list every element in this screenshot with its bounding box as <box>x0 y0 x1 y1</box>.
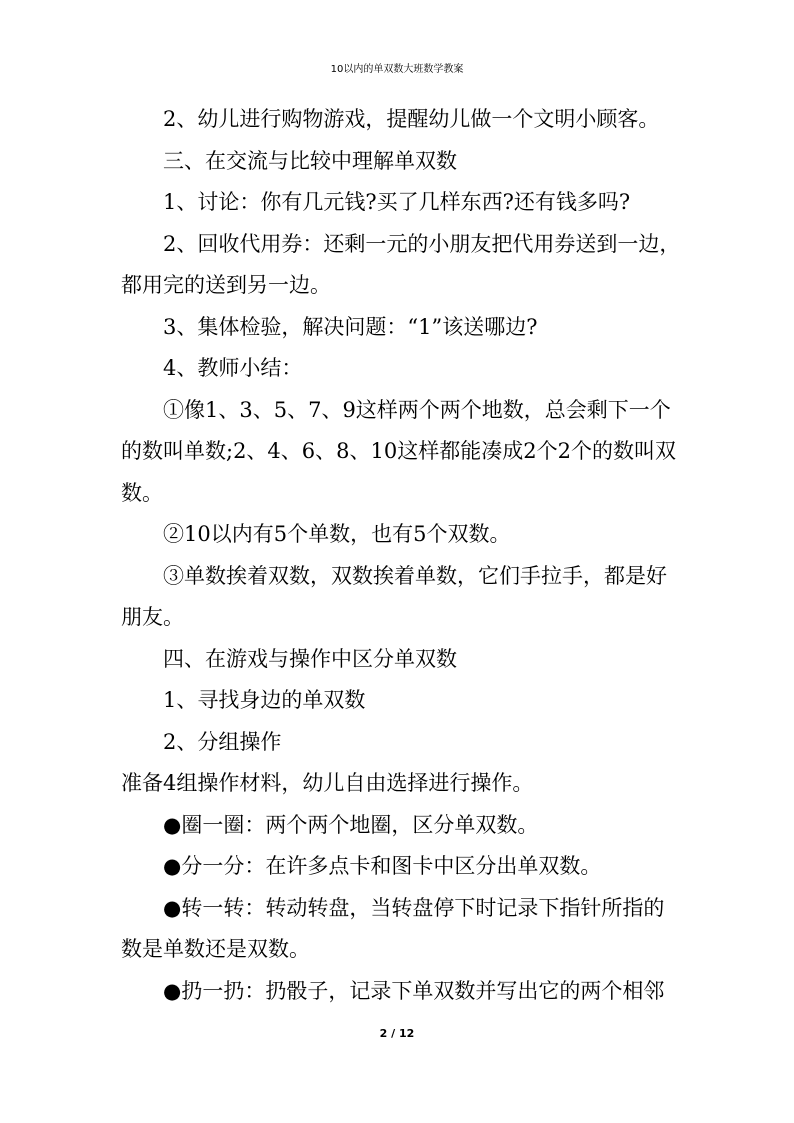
section-heading: 四、在游戏与操作中区分单双数 <box>163 646 457 671</box>
document-body <box>121 99 681 1012</box>
paragraph: 2、回收代用券：还剩一元的小朋友把代用券送到一边， <box>163 231 681 256</box>
page-number: 2 / 12 <box>379 1027 415 1040</box>
list-item: ●转一转：转动转盘，当转盘停下时记录下指针所指的数是单数还是双数。 <box>121 895 665 961</box>
paragraph: ①像1、3、5、7、9这样两个两个地数，总会剩下一个的数叫单数;2、4、6、8、10这样都能凑成2个2个的数叫双数。 <box>121 397 676 505</box>
paragraph: ②10以内有5个单数，也有5个双数。 <box>163 522 511 546</box>
paragraph: 3、集体检验，解决问题：“1”该送哪边? <box>163 314 538 339</box>
section-heading: 三、在交流与比较中理解单双数 <box>163 148 457 173</box>
list-item: ●圈一圈：两个两个地圈，区分单双数。 <box>163 812 539 837</box>
paragraph: 准备4组操作材料，幼儿自由选择进行操作。 <box>121 771 534 795</box>
list-item: ●扔一扔：扔骰子，记录下单双数并写出它的两个相邻 <box>163 978 665 1003</box>
page-header: 10以内的单双数大班数学教案 <box>330 64 464 75</box>
paragraph: 2、幼儿进行购物游戏，提醒幼儿做一个文明小顾客。 <box>163 107 660 131</box>
paragraph: ③单数挨着双数，双数挨着单数，它们手拉手，都是好朋友。 <box>121 563 667 629</box>
paragraph: 都用完的送到另一边。 <box>121 273 331 297</box>
paragraph: 1、讨论：你有几元钱?买了几样东西?还有钱多吗? <box>163 190 631 214</box>
paragraph: 2、分组操作 <box>163 729 282 754</box>
paragraph: 4、教师小结： <box>163 356 303 380</box>
list-item: ●分一分：在许多点卡和图卡中区分出单双数。 <box>163 854 602 878</box>
paragraph: 1、寻找身边的单双数 <box>163 688 366 712</box>
